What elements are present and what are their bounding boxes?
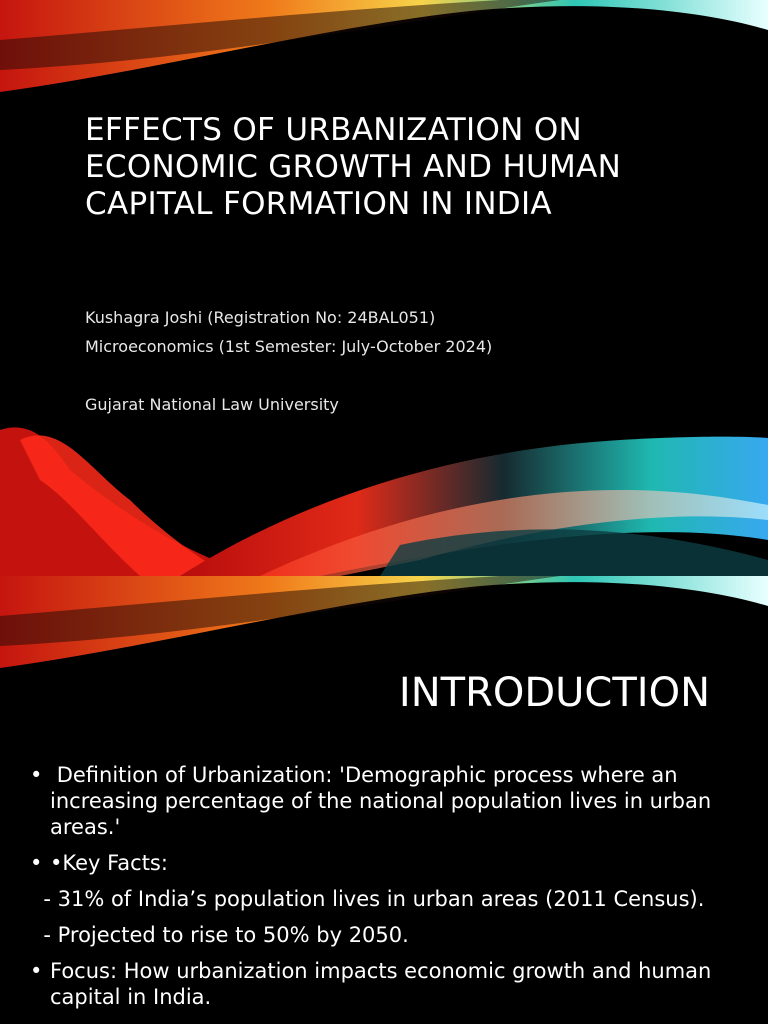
course-line: Microeconomics (1st Semester: July-October 2024) (85, 337, 493, 356)
list-item (30, 762, 730, 840)
bullet-icon: • (30, 851, 43, 875)
slide-title: INTRODUCTION (398, 670, 710, 716)
fact-1-text: - 31% of India’s population lives in urban areas (2011 Census). (30, 887, 705, 911)
list-item (30, 850, 730, 876)
introduction-slide (0, 576, 768, 1024)
fact-2-text: - Projected to rise to 50% by 2050. (30, 923, 409, 947)
bullet-icon: • (30, 959, 43, 983)
focus-text: Focus: How urbanization impacts economic growth and human capital in India. (50, 959, 712, 1009)
definition-text: Definition of Urbanization: 'Demographic process where an increasing percentage of the national population lives in urban areas.' (50, 763, 718, 839)
institution-line: Gujarat National Law University (85, 395, 339, 414)
key-facts-text: •Key Facts: (50, 851, 168, 875)
list-item (30, 958, 730, 1010)
author-line: Kushagra Joshi (Registration No: 24BAL051) (85, 308, 436, 327)
bullet-icon: • (30, 763, 43, 787)
presentation-title: EFFECTS OF URBANIZATION ON ECONOMIC GROWTH AND HUMAN CAPITAL FORMATION IN INDIA (85, 112, 622, 222)
bullet-list (30, 762, 730, 1020)
